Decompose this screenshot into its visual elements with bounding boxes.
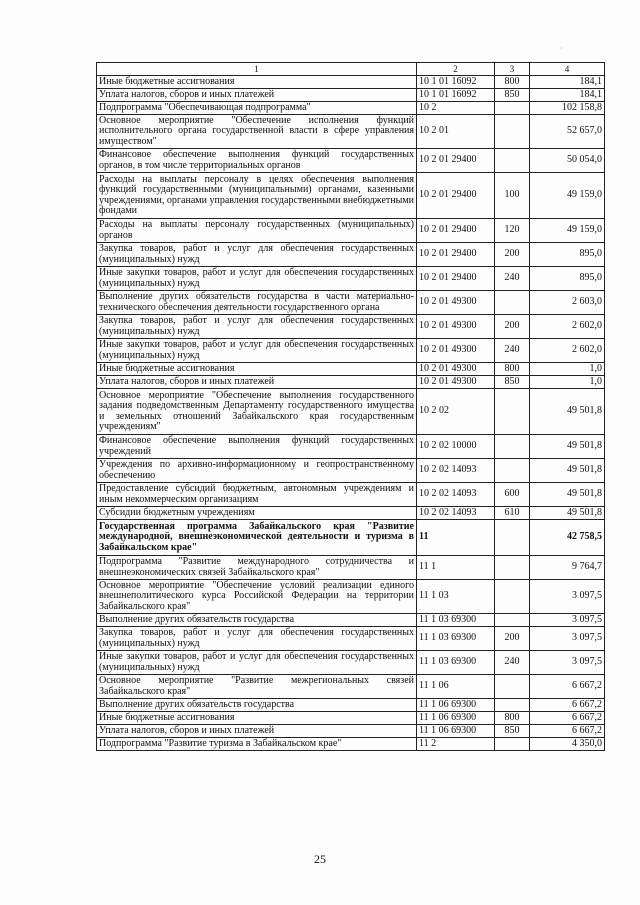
table-row <box>97 483 605 507</box>
table-row <box>97 219 605 243</box>
table-row <box>97 459 605 483</box>
row-amount-cell: 4 350,0 <box>530 738 605 751</box>
row-code-cell: 11 1 06 69300 <box>417 725 495 738</box>
table-row <box>97 556 605 580</box>
row-code-cell: 10 2 01 29400 <box>417 219 495 243</box>
row-amount-cell: 6 667,2 <box>530 712 605 725</box>
row-amount-cell: 49 159,0 <box>530 173 605 219</box>
row-expense-type-cell: 240 <box>495 267 530 291</box>
row-code-cell: 10 2 01 49300 <box>417 339 495 363</box>
row-code-cell: 10 2 01 <box>417 115 495 149</box>
scan-speck: · <box>560 44 563 53</box>
row-amount-cell: 184,1 <box>530 89 605 102</box>
table-row <box>97 363 605 376</box>
header-col-2: 2 <box>417 63 495 76</box>
row-expense-type-cell <box>495 614 530 627</box>
row-code-cell: 10 2 01 49300 <box>417 376 495 389</box>
row-name-cell: Уплата налогов, сборов и иных платежей <box>97 376 417 389</box>
row-name-cell: Финансовое обеспечение выполнения функций государственных органов, в том числе территориальных органов <box>97 149 417 173</box>
row-amount-cell: 184,1 <box>530 76 605 89</box>
row-name-cell: Основное мероприятие "Обеспечение исполнения функций исполнительного органа государственной власти в сфере управления имуществом" <box>97 115 417 149</box>
row-amount-cell: 49 501,8 <box>530 507 605 520</box>
row-name-cell: Подпрограмма "Развитие международного сотрудничества и внешнеэкономических связей Забайкальского края" <box>97 556 417 580</box>
row-expense-type-cell <box>495 580 530 614</box>
row-expense-type-cell <box>495 389 530 435</box>
row-amount-cell: 42 758,5 <box>530 520 605 556</box>
row-code-cell: 11 1 03 <box>417 580 495 614</box>
row-code-cell: 11 1 06 69300 <box>417 699 495 712</box>
row-amount-cell: 3 097,5 <box>530 614 605 627</box>
table-row <box>97 115 605 149</box>
row-name-cell: Предоставление субсидий бюджетным, автономным учреждениям и иным некоммерческим организациям <box>97 483 417 507</box>
row-expense-type-cell: 200 <box>495 243 530 267</box>
row-expense-type-cell <box>495 435 530 459</box>
table-row <box>97 173 605 219</box>
row-expense-type-cell: 800 <box>495 363 530 376</box>
row-amount-cell: 895,0 <box>530 243 605 267</box>
row-expense-type-cell <box>495 675 530 699</box>
page-number: 25 <box>314 852 326 866</box>
row-amount-cell: 2 602,0 <box>530 315 605 339</box>
row-name-cell: Выполнение других обязательств государства <box>97 614 417 627</box>
row-amount-cell: 895,0 <box>530 267 605 291</box>
table-row <box>97 651 605 675</box>
row-code-cell: 10 2 02 14093 <box>417 507 495 520</box>
row-amount-cell: 3 097,5 <box>530 627 605 651</box>
header-col-1: 1 <box>97 63 417 76</box>
row-name-cell: Иные бюджетные ассигнования <box>97 76 417 89</box>
row-name-cell: Субсидии бюджетным учреждениям <box>97 507 417 520</box>
table-header-row <box>97 63 605 76</box>
row-name-cell: Финансовое обеспечение выполнения функций государственных учреждений <box>97 435 417 459</box>
table-row <box>97 243 605 267</box>
table-row <box>97 435 605 459</box>
row-name-cell: Учреждения по архивно-информационному и геопространственному обеспечению <box>97 459 417 483</box>
row-name-cell: Подпрограмма "Развитие туризма в Забайкальском крае" <box>97 738 417 751</box>
row-code-cell: 11 1 06 <box>417 675 495 699</box>
row-amount-cell: 6 667,2 <box>530 675 605 699</box>
row-amount-cell: 49 501,8 <box>530 459 605 483</box>
row-name-cell: Расходы на выплаты персоналу в целях обеспечения выполнения функций государственными (муниципальными) органами, казенными учреждениями, органами управления государственными внебюджетными фондами <box>97 173 417 219</box>
row-name-cell: Основное мероприятие "Развитие межрегиональных связей Забайкальского края" <box>97 675 417 699</box>
row-expense-type-cell <box>495 102 530 115</box>
row-code-cell: 10 2 01 29400 <box>417 243 495 267</box>
row-expense-type-cell <box>495 149 530 173</box>
row-amount-cell: 3 097,5 <box>530 651 605 675</box>
row-name-cell: Иные бюджетные ассигнования <box>97 712 417 725</box>
row-amount-cell: 1,0 <box>530 363 605 376</box>
row-expense-type-cell: 850 <box>495 725 530 738</box>
row-code-cell: 11 1 06 69300 <box>417 712 495 725</box>
row-code-cell: 10 1 01 16092 <box>417 89 495 102</box>
row-amount-cell: 102 158,8 <box>530 102 605 115</box>
row-name-cell: Выполнение других обязательств государства <box>97 699 417 712</box>
table-row <box>97 712 605 725</box>
table-row <box>97 675 605 699</box>
row-expense-type-cell <box>495 291 530 315</box>
row-expense-type-cell: 850 <box>495 376 530 389</box>
table-row <box>97 389 605 435</box>
row-name-cell: Иные бюджетные ассигнования <box>97 363 417 376</box>
row-expense-type-cell <box>495 699 530 712</box>
row-amount-cell: 49 501,8 <box>530 483 605 507</box>
header-col-3: 3 <box>495 63 530 76</box>
row-expense-type-cell: 100 <box>495 173 530 219</box>
row-code-cell: 10 2 02 14093 <box>417 459 495 483</box>
row-expense-type-cell <box>495 556 530 580</box>
table-row <box>97 580 605 614</box>
table-row <box>97 376 605 389</box>
row-code-cell: 10 2 02 10000 <box>417 435 495 459</box>
row-code-cell: 10 2 01 29400 <box>417 267 495 291</box>
row-expense-type-cell <box>495 115 530 149</box>
table-row <box>97 614 605 627</box>
budget-table <box>96 62 605 751</box>
table-row <box>97 267 605 291</box>
row-code-cell: 11 <box>417 520 495 556</box>
header-col-4: 4 <box>530 63 605 76</box>
row-code-cell: 10 2 01 49300 <box>417 315 495 339</box>
row-name-cell: Закупка товаров, работ и услуг для обеспечения государственных (муниципальных) нужд <box>97 315 417 339</box>
row-name-cell: Выполнение других обязательств государства в части материально-технического обеспечения деятельности государственного органа <box>97 291 417 315</box>
row-code-cell: 11 1 <box>417 556 495 580</box>
table-row <box>97 738 605 751</box>
row-amount-cell: 52 657,0 <box>530 115 605 149</box>
row-amount-cell: 49 501,8 <box>530 389 605 435</box>
row-expense-type-cell: 800 <box>495 76 530 89</box>
row-amount-cell: 2 603,0 <box>530 291 605 315</box>
table-row <box>97 699 605 712</box>
row-amount-cell: 49 159,0 <box>530 219 605 243</box>
row-amount-cell: 49 501,8 <box>530 435 605 459</box>
table-row <box>97 76 605 89</box>
row-expense-type-cell <box>495 459 530 483</box>
row-code-cell: 10 2 01 49300 <box>417 291 495 315</box>
row-code-cell: 10 2 02 14093 <box>417 483 495 507</box>
row-name-cell: Основное мероприятие "Обеспечение условий реализации единого внешнеполитического курса Российской Федерации на территории Забайкальского края" <box>97 580 417 614</box>
row-name-cell: Закупка товаров, работ и услуг для обеспечения государственных (муниципальных) нужд <box>97 243 417 267</box>
row-expense-type-cell: 800 <box>495 712 530 725</box>
row-code-cell: 11 2 <box>417 738 495 751</box>
row-name-cell: Иные закупки товаров, работ и услуг для обеспечения государственных (муниципальных) нужд <box>97 339 417 363</box>
row-expense-type-cell: 200 <box>495 315 530 339</box>
row-expense-type-cell: 200 <box>495 627 530 651</box>
table-row <box>97 89 605 102</box>
row-expense-type-cell <box>495 520 530 556</box>
table-row <box>97 291 605 315</box>
row-expense-type-cell: 600 <box>495 483 530 507</box>
row-amount-cell: 2 602,0 <box>530 339 605 363</box>
table-row <box>97 102 605 115</box>
row-code-cell: 10 1 01 16092 <box>417 76 495 89</box>
row-expense-type-cell: 850 <box>495 89 530 102</box>
table-row <box>97 315 605 339</box>
row-code-cell: 10 2 01 49300 <box>417 363 495 376</box>
row-code-cell: 10 2 01 29400 <box>417 149 495 173</box>
row-name-cell: Закупка товаров, работ и услуг для обеспечения государственных (муниципальных) нужд <box>97 627 417 651</box>
row-amount-cell: 6 667,2 <box>530 699 605 712</box>
row-code-cell: 11 1 03 69300 <box>417 614 495 627</box>
row-amount-cell: 6 667,2 <box>530 725 605 738</box>
row-name-cell: Расходы на выплаты персоналу государственных (муниципальных) органов <box>97 219 417 243</box>
table-row <box>97 725 605 738</box>
table-row <box>97 339 605 363</box>
row-name-cell: Иные закупки товаров, работ и услуг для обеспечения государственных (муниципальных) нужд <box>97 651 417 675</box>
row-name-cell: Подпрограмма "Обеспечивающая подпрограмма" <box>97 102 417 115</box>
row-expense-type-cell: 120 <box>495 219 530 243</box>
table-row <box>97 149 605 173</box>
row-code-cell: 10 2 <box>417 102 495 115</box>
row-name-cell: Основное мероприятие "Обеспечение выполнения государственного задания подведомственным Департаменту государственного имущества и земельных отношений Забайкальского края государственным учреждениям" <box>97 389 417 435</box>
table-row <box>97 520 605 556</box>
table-row <box>97 507 605 520</box>
row-expense-type-cell <box>495 738 530 751</box>
row-name-cell: Государственная программа Забайкальского края "Развитие международной, внешнеэкономической деятельности и туризма в Забайкальском крае" <box>97 520 417 556</box>
row-expense-type-cell: 240 <box>495 651 530 675</box>
table-row <box>97 627 605 651</box>
row-code-cell: 11 1 03 69300 <box>417 651 495 675</box>
row-expense-type-cell: 610 <box>495 507 530 520</box>
row-code-cell: 10 2 02 <box>417 389 495 435</box>
row-name-cell: Уплата налогов, сборов и иных платежей <box>97 89 417 102</box>
row-code-cell: 10 2 01 29400 <box>417 173 495 219</box>
row-code-cell: 11 1 03 69300 <box>417 627 495 651</box>
row-amount-cell: 3 097,5 <box>530 580 605 614</box>
row-expense-type-cell: 240 <box>495 339 530 363</box>
row-amount-cell: 1,0 <box>530 376 605 389</box>
row-amount-cell: 50 054,0 <box>530 149 605 173</box>
table-body <box>97 63 605 751</box>
row-name-cell: Уплата налогов, сборов и иных платежей <box>97 725 417 738</box>
row-name-cell: Иные закупки товаров, работ и услуг для обеспечения государственных (муниципальных) нужд <box>97 267 417 291</box>
row-amount-cell: 9 764,7 <box>530 556 605 580</box>
